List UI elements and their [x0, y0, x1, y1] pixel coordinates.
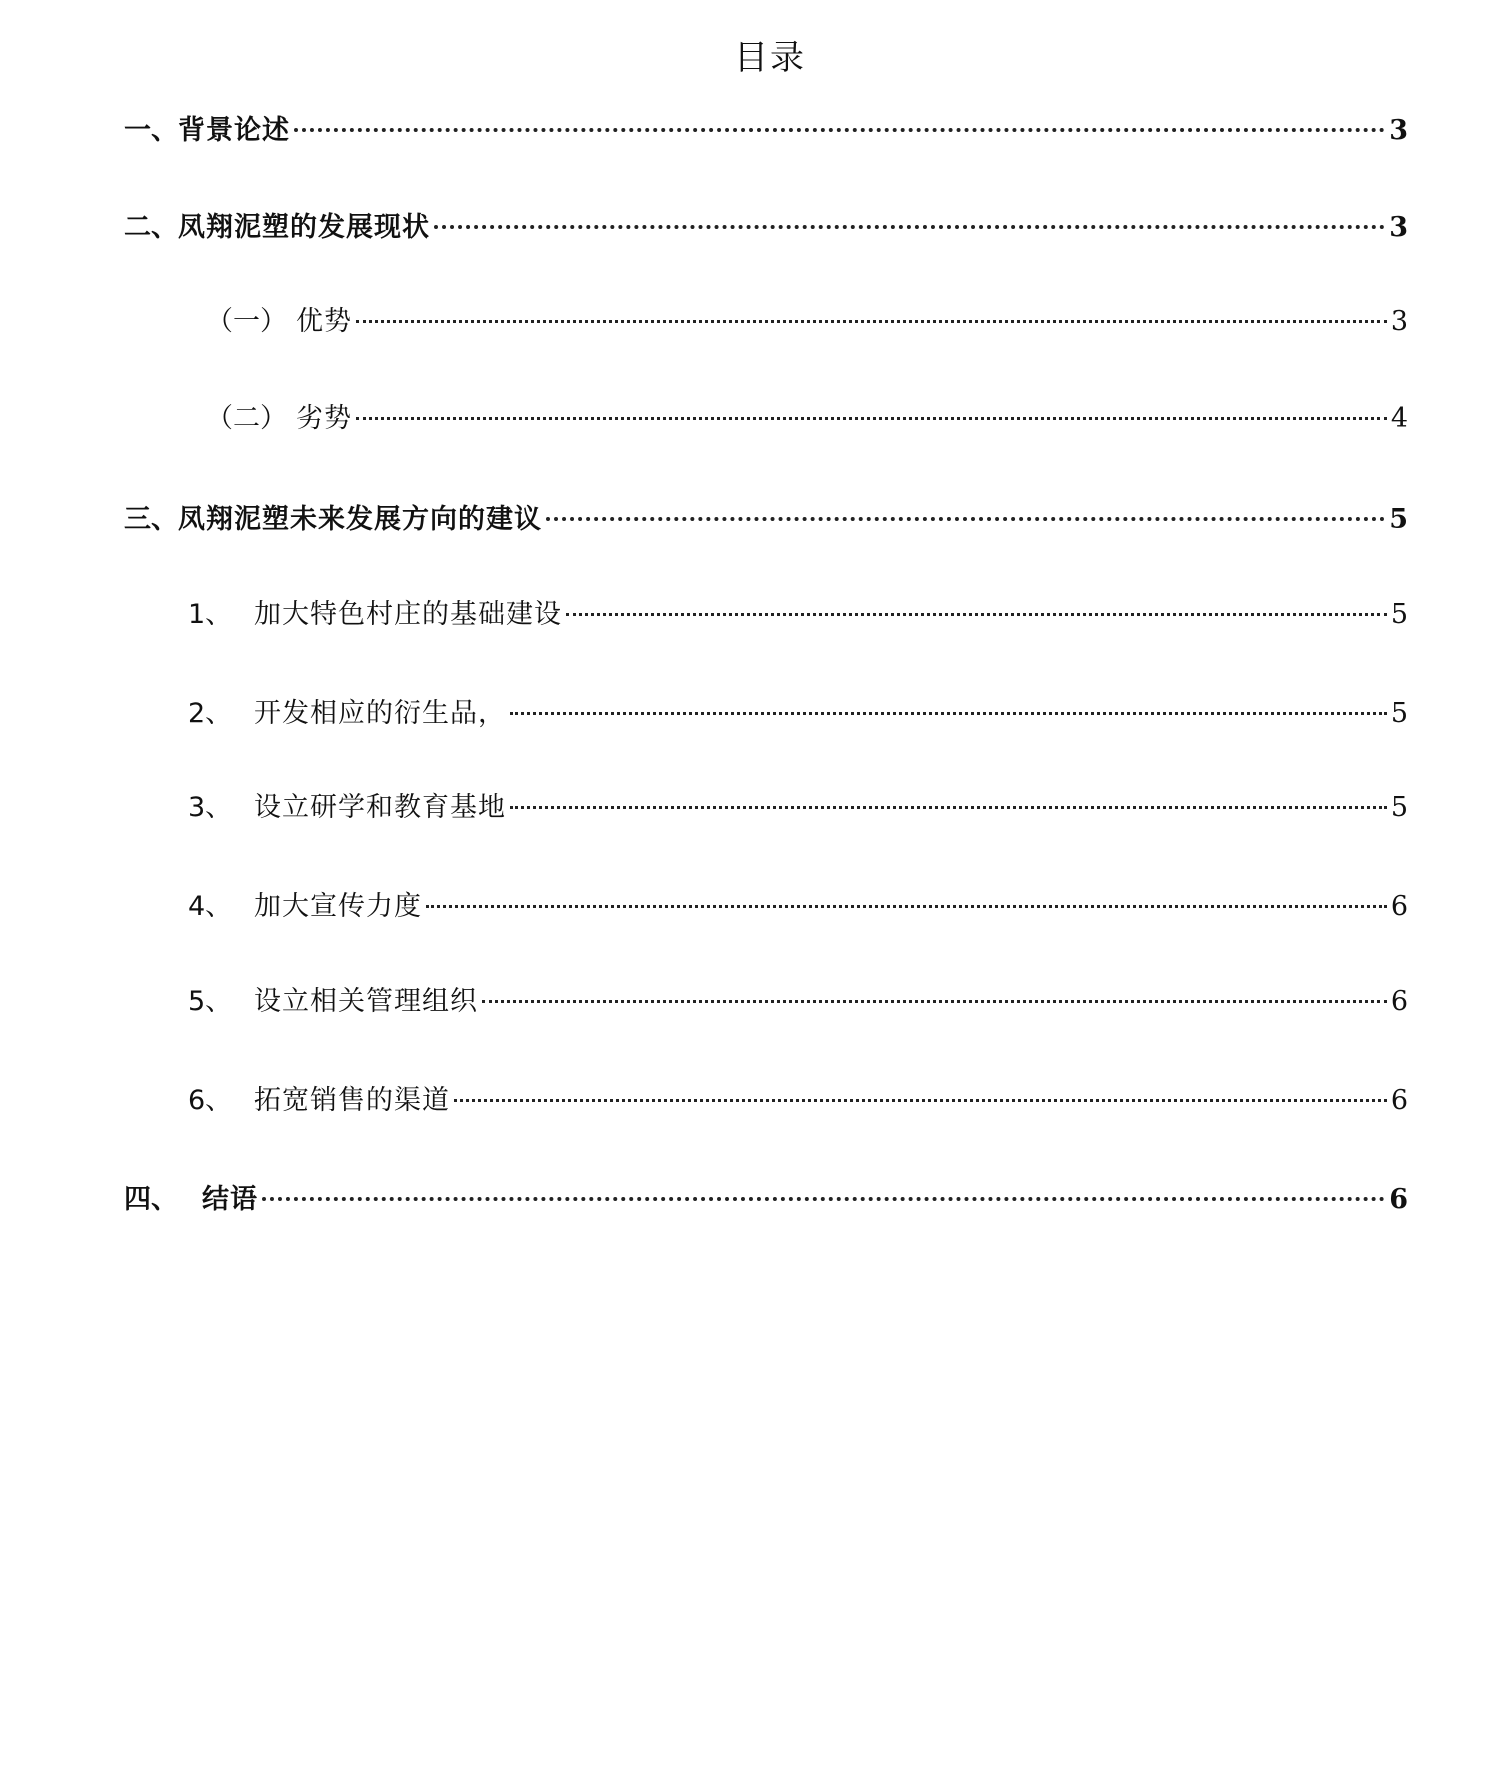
toc-entry-number: 三、 — [124, 504, 178, 535]
dot-leader — [510, 806, 1387, 809]
toc-entry-suggestion-1[interactable] — [188, 597, 1408, 633]
dot-leader — [262, 1197, 1385, 1201]
toc-entry-label: 凤翔泥塑的发展现状 — [178, 212, 430, 243]
toc-entry-page: 3 — [1389, 115, 1408, 146]
toc-entry-page: 6 — [1390, 986, 1408, 1017]
dot-leader — [356, 417, 1387, 420]
toc-entry-number: 1、 — [188, 599, 233, 630]
toc-entry-number: （二） — [206, 403, 287, 434]
toc-entry-number: 四、 — [124, 1184, 178, 1215]
toc-entry-background[interactable] — [124, 113, 1408, 149]
toc-entry-label: 设立相关管理组织 — [254, 986, 478, 1017]
toc-entry-label: 拓宽销售的渠道 — [254, 1085, 450, 1116]
dot-leader — [546, 517, 1385, 521]
toc-entry-status[interactable] — [124, 210, 1408, 246]
toc-entry-page: 6 — [1389, 1184, 1408, 1215]
toc-entry-suggestion-2[interactable] — [188, 696, 1408, 732]
toc-entry-number: 3、 — [188, 792, 233, 823]
toc-entry-number: 一、 — [124, 115, 178, 146]
toc-entry-number: 6、 — [188, 1085, 233, 1116]
toc-entry-label: 凤翔泥塑未来发展方向的建议 — [178, 504, 542, 535]
toc-entry-conclusion[interactable] — [124, 1182, 1408, 1218]
toc-entry-suggestion-3[interactable] — [188, 790, 1408, 826]
toc-entry-page: 3 — [1389, 212, 1408, 243]
toc-entry-page: 5 — [1390, 792, 1408, 823]
toc-entry-suggestion-5[interactable] — [188, 984, 1408, 1020]
toc-entry-suggestion-4[interactable] — [188, 889, 1408, 925]
toc-entry-page: 6 — [1390, 891, 1408, 922]
dot-leader — [434, 225, 1385, 229]
toc-entry-label: 优势 — [296, 306, 352, 337]
toc-entry-number: 4、 — [188, 891, 233, 922]
toc-entry-page: 5 — [1389, 504, 1408, 535]
dot-leader — [482, 1000, 1387, 1003]
toc-entry-label: 背景论述 — [178, 115, 290, 146]
dot-leader — [426, 905, 1387, 908]
toc-entry-label: 劣势 — [296, 403, 352, 434]
toc-entry-suggestion-6[interactable] — [188, 1083, 1408, 1119]
toc-entry-label: 开发相应的衍生品， — [254, 698, 506, 729]
toc-entry-label: 结语 — [202, 1184, 258, 1215]
dot-leader — [510, 712, 1387, 715]
toc-entry-page: 5 — [1390, 599, 1408, 630]
toc-entry-label: 设立研学和教育基地 — [254, 792, 506, 823]
toc-entry-label: 加大特色村庄的基础建设 — [254, 599, 562, 630]
toc-entry-page: 6 — [1390, 1085, 1408, 1116]
dot-leader — [566, 613, 1387, 616]
toc-entry-page: 5 — [1390, 698, 1408, 729]
toc-entry-number: （一） — [206, 306, 287, 337]
toc-entry-number: 二、 — [124, 212, 178, 243]
toc-entry-label: 加大宣传力度 — [254, 891, 422, 922]
dot-leader — [454, 1099, 1387, 1102]
toc-entry-suggestions[interactable] — [124, 502, 1408, 538]
dot-leader — [356, 320, 1387, 323]
toc-entry-number: 2、 — [188, 698, 233, 729]
toc-entry-disadvantages[interactable] — [206, 401, 1408, 437]
toc-entry-advantages[interactable] — [206, 304, 1408, 340]
toc-entry-page: 4 — [1390, 403, 1408, 434]
toc-entry-number: 5、 — [188, 986, 233, 1017]
dot-leader — [294, 128, 1385, 132]
toc-title: 目录 — [734, 38, 806, 78]
toc-entry-page: 3 — [1390, 306, 1408, 337]
